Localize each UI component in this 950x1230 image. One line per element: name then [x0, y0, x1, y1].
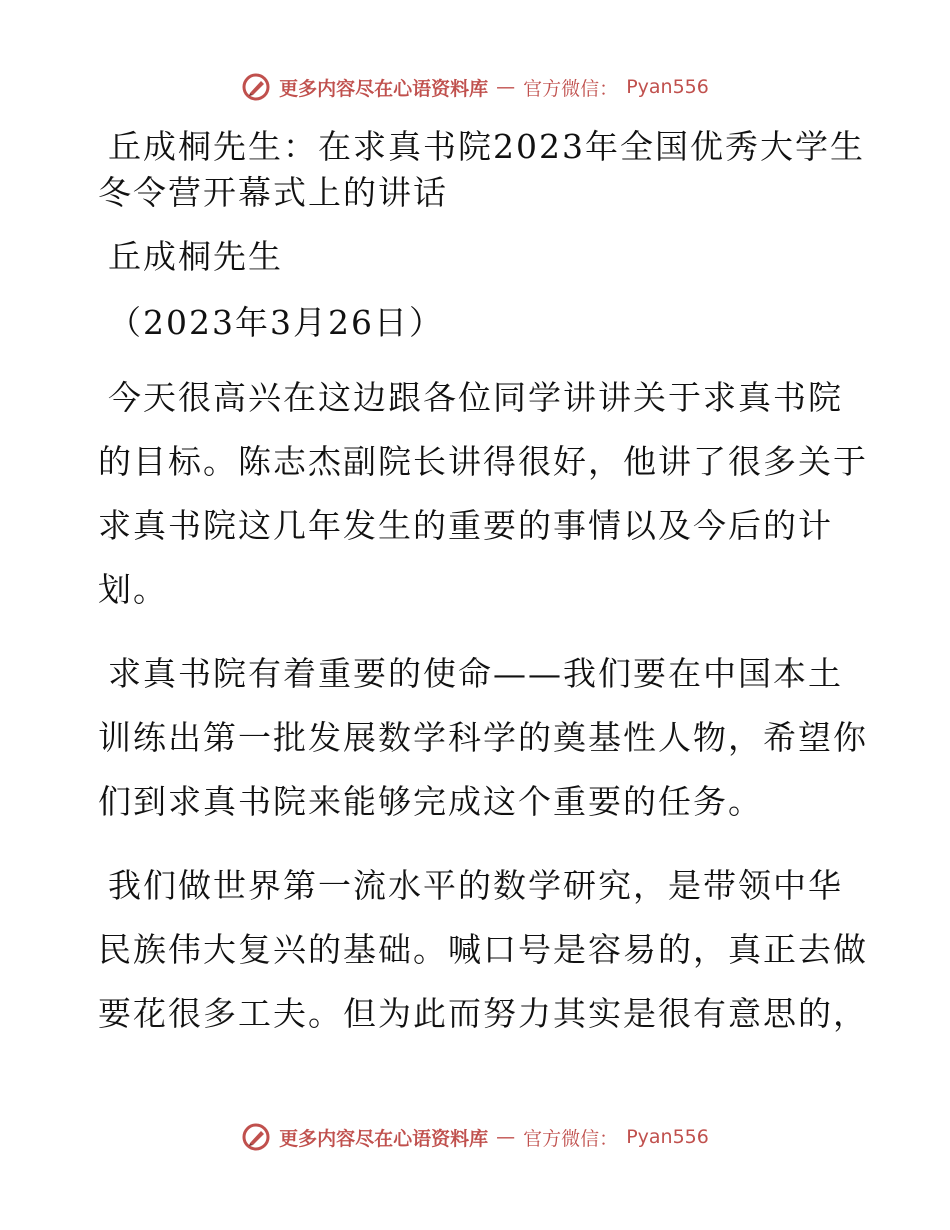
paragraph-line: 要花很多工夫。但为此而努力其实是很有意思的， [98, 994, 868, 1033]
paragraph-line: 们到求真书院来能够完成这个重要的任务。 [98, 782, 763, 821]
paragraph [98, 854, 868, 1046]
title-line: 冬令营开幕式上的讲话 [98, 173, 448, 212]
watermark-official-label: 官方微信： [523, 77, 619, 100]
watermark-wechat-id: Pyan556 [626, 76, 709, 98]
paragraph-line: 求真书院有着重要的使命——我们要在中国本土 [108, 654, 843, 693]
watermark-wechat-id: Pyan556 [626, 1126, 709, 1148]
paragraph-line: 今天很高兴在这边跟各位同学讲讲关于求真书院 [108, 378, 843, 417]
paragraph [98, 366, 868, 622]
watermark-official-label: 官方微信： [523, 1127, 619, 1150]
paragraph-line: 我们做世界第一流水平的数学研究，是带领中华 [108, 866, 843, 905]
footer-watermark [0, 1122, 950, 1152]
header-watermark [0, 72, 950, 102]
watermark-separator: — [496, 1126, 516, 1148]
speech-date: （2023年3月26日） [108, 303, 444, 342]
paragraph-line: 民族伟大复兴的基础。喊口号是容易的，真正去做 [98, 930, 868, 969]
watermark-text: 更多内容尽在心语资料库 [279, 1127, 489, 1150]
paragraph [98, 642, 868, 834]
paragraph-line: 划。 [98, 570, 168, 609]
watermark-separator: — [496, 76, 516, 98]
title-line: 丘成桐先生：在求真书院2023年全国优秀大学生 [108, 127, 865, 166]
paragraph-line: 的目标。陈志杰副院长讲得很好，他讲了很多关于 [98, 442, 868, 481]
paragraph-line: 求真书院这几年发生的重要的事情以及今后的计 [98, 506, 833, 545]
pen-circle-logo-icon [241, 1122, 271, 1152]
watermark-text: 更多内容尽在心语资料库 [279, 77, 489, 100]
author-name: 丘成桐先生 [108, 237, 283, 276]
pen-circle-logo-icon [241, 72, 271, 102]
document-title [98, 124, 865, 216]
paragraph-line: 训练出第一批发展数学科学的奠基性人物，希望你 [98, 718, 868, 757]
document-body [98, 124, 868, 1066]
